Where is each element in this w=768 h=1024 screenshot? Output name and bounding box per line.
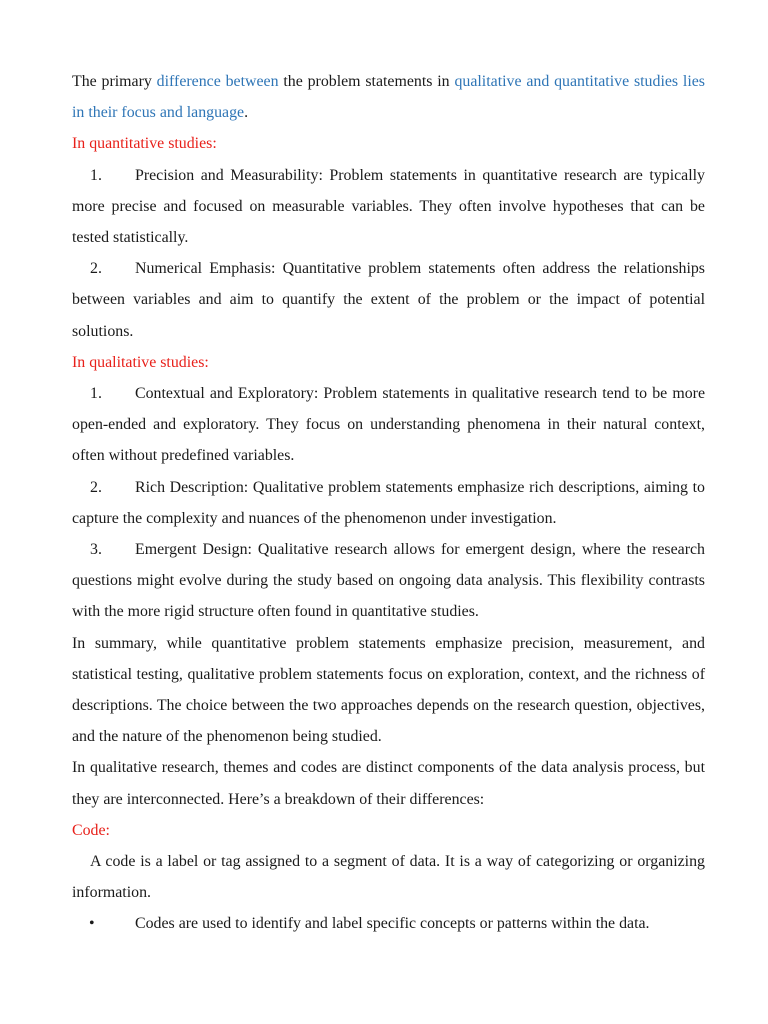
list-number: 1. xyxy=(90,385,102,403)
list-number: 3. xyxy=(90,541,102,559)
intro-text: The primary xyxy=(72,73,157,90)
qualitative-item-3 xyxy=(72,534,705,628)
intro-highlight-focus: qualitative and quantitative studies lies in their focus and language xyxy=(72,73,705,122)
intro-text: the problem statements in xyxy=(278,73,455,90)
intro-paragraph xyxy=(72,66,705,128)
intro-text: . xyxy=(244,104,249,122)
quantitative-item-2 xyxy=(72,253,705,347)
qualitative-item-2 xyxy=(72,472,705,534)
quantitative-heading: In quantitative studies: xyxy=(72,135,217,153)
list-number: 2. xyxy=(90,478,102,496)
list-item-text: Contextual and Exploratory: Problem statements in qualitative research tend to be more open-ended and exploratory. They focus on understanding phenomena in their natural context, often without predefined variables. xyxy=(72,385,705,465)
list-item-text: Emergent Design: Qualitative research allows for emergent design, where the research questions might evolve during the study based on ongoing data analysis. This flexibility contrasts with the more rigid structure often found in quantitative studies. xyxy=(72,541,705,621)
qualitative-item-1 xyxy=(72,378,705,472)
summary-paragraph: In summary, while quantitative problem statements emphasize precision, measurement, and statistical testing, qualitative problem statements focus on exploration, context, and the richness of descriptions. The choice between the two approaches depends on the research question, objectives, and the nature of the phenomenon being studied. xyxy=(72,634,705,746)
code-heading: Code: xyxy=(72,821,110,839)
qualitative-heading: In qualitative studies: xyxy=(72,353,209,371)
list-item-text: Numerical Emphasis: Quantitative problem statements often address the relationships between variables and aim to quantify the extent of the problem or the impact of potential solutions. xyxy=(72,260,705,340)
list-number: 1. xyxy=(90,166,102,184)
quantitative-item-1 xyxy=(72,160,705,254)
list-item-text: Precision and Measurability: Problem statements in quantitative research are typically more precise and focused on measurable variables. They often involve hypotheses that can be tested statistically. xyxy=(72,166,705,247)
code-definition: A code is a label or tag assigned to a segment of data. It is a way of categorizing or organizing information. xyxy=(72,853,705,902)
bullet-text: Codes are used to identify and label specific concepts or patterns within the data. xyxy=(135,915,650,933)
list-item-text: Rich Description: Qualitative problem statements emphasize rich descriptions, aiming to capture the complexity and nuances of the phenomenon under investigation. xyxy=(72,478,705,527)
list-number: 2. xyxy=(90,260,102,278)
bullet-icon: • xyxy=(89,915,95,933)
themes-intro-paragraph: In qualitative research, themes and codes are distinct components of the data analysis process, but they are interconnected. Here’s a breakdown of their differences: xyxy=(72,759,705,808)
intro-highlight-difference: difference between xyxy=(156,73,279,90)
document-page xyxy=(72,66,705,940)
code-bullet-item xyxy=(72,908,705,939)
